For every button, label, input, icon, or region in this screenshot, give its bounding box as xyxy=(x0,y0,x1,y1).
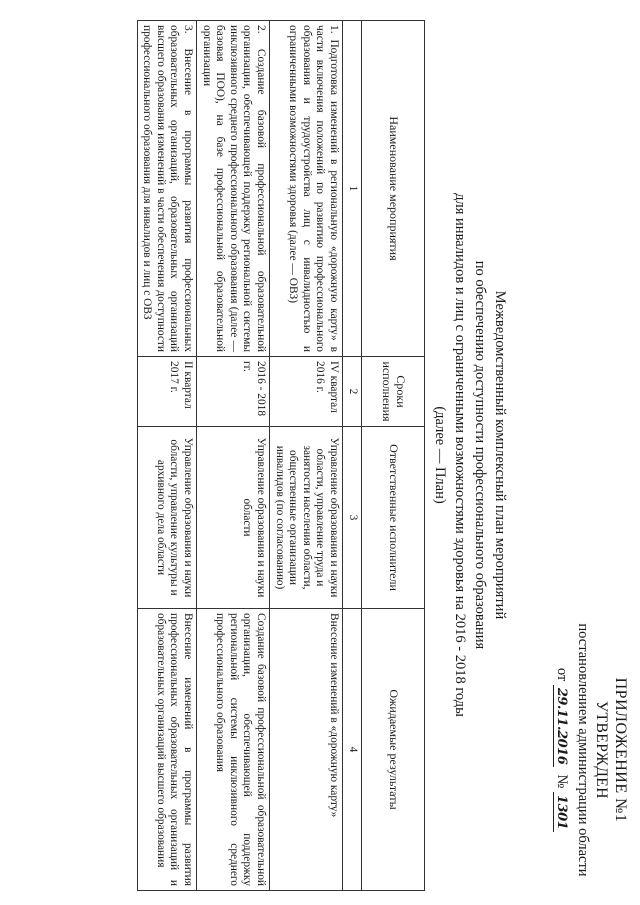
event-cell: 3. Внесение в программы развития профессиональных образовательных организаций, образовательных организаций высшего образования изменений в части обеспечения доступности профессионального образования для инвалидов и лиц с ОВЗ xyxy=(137,21,196,357)
table-row xyxy=(137,21,196,891)
title-line-1: Межведомственный комплексный план мероприятий xyxy=(492,290,508,620)
result-cell: Внесение изменений в программы развития профессиональных образовательных организаций и образовательных организаций высшего образования xyxy=(137,609,196,891)
appendix-label: ПРИЛОЖЕНИЕ №1 xyxy=(612,677,629,823)
column-number: 1 xyxy=(343,21,362,357)
title-line-2: по обеспечению доступности профессионального образования xyxy=(472,260,488,650)
column-number: 2 xyxy=(343,357,362,427)
executors-cell: Управление образования и науки области, управление культуры и архивного дела области xyxy=(137,427,196,609)
decree-date-line xyxy=(552,620,571,880)
title-line-4: (далее — План) xyxy=(432,406,448,504)
event-cell: 2. Создание базовой профессиональной образовательной организации, обеспечивающей поддержку региональной системы инклюзивного среднего профессионального образования (далее — базовая ПОО), на базе профессиональной образовательной организации xyxy=(197,21,270,357)
executors-cell: Управление образования и науки области, управление труда и занятости населения области, общественные организации инвалидов (по согласованию) xyxy=(270,427,343,609)
term-cell: II квартал 2017 г. xyxy=(137,357,196,427)
title-line-3: для инвалидов и лиц с ограниченными возможностями здоровья на 2016 - 2018 годы xyxy=(452,193,468,717)
event-cell: 1. Подготовка изменений в региональную «дорожную карту» в части включения положений по развитию профессионального образования и трудоустройства лиц с инвалидностью и ограниченными возможностями здоровья (далее — ОВЗ) xyxy=(270,21,343,357)
column-number: 3 xyxy=(343,427,362,609)
handwritten-date: 29.11.2016 xyxy=(553,685,569,767)
header-term: Сроки исполнения xyxy=(362,357,425,427)
result-cell: Создание базовой профессиональной образовательной организации, обеспечивающей поддержку региональной системы инклюзивного среднего профессионального образования xyxy=(197,609,270,891)
decree-label: постановлением администрации области xyxy=(575,623,591,877)
plan-title xyxy=(430,150,510,760)
approved-label: УТВЕРЖДЕН xyxy=(593,701,610,799)
term-cell: IV квартал 2016 г. xyxy=(270,357,343,427)
result-cell: Внесение изменений в «дорожную карту» xyxy=(270,609,343,891)
column-number: 4 xyxy=(343,609,362,891)
header-executors: Ответственные исполнители xyxy=(362,427,425,609)
term-cell: 2016 - 2018 гг. xyxy=(197,357,270,427)
header-event: Наименование мероприятия xyxy=(362,21,425,357)
executors-cell: Управление образования и науки области xyxy=(197,427,270,609)
number-prefix: № xyxy=(554,774,570,789)
plan-table xyxy=(137,20,425,891)
table-row xyxy=(197,21,270,891)
table-row xyxy=(270,21,343,891)
handwritten-number: 1301 xyxy=(553,792,569,832)
table-header-row xyxy=(362,21,425,891)
date-prefix: от xyxy=(554,667,570,682)
column-number-row xyxy=(343,21,362,891)
header-result: Ожидаемые результаты xyxy=(362,609,425,891)
approval-header xyxy=(552,620,630,880)
